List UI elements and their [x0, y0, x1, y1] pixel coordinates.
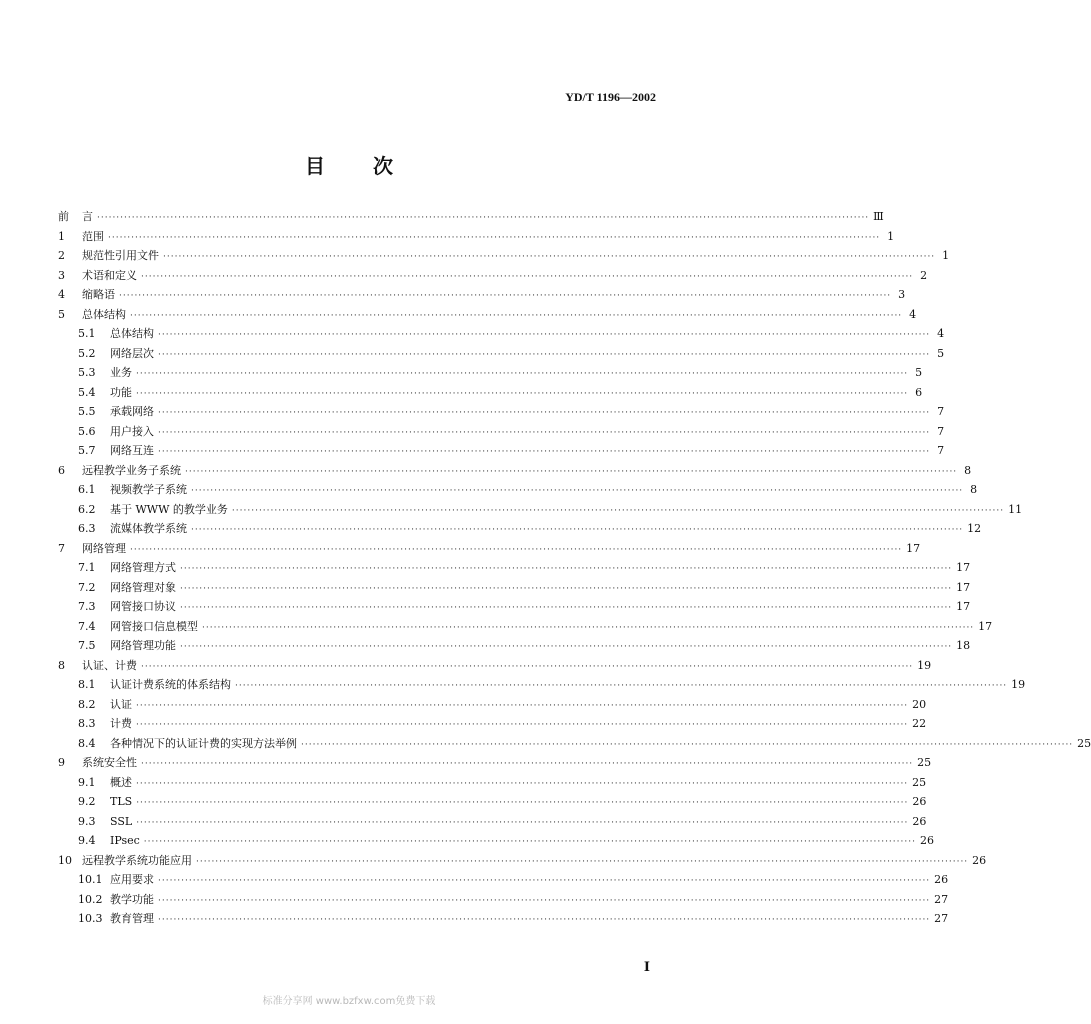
toc-entry-title: 网络管理功能: [110, 639, 176, 652]
toc-entry-title: 远程教学系统功能应用: [82, 853, 192, 867]
toc-leader-dots: ········································································································································································································: [136, 388, 909, 399]
toc-entry[interactable]: [58, 305, 917, 325]
toc-entry-number: 8.4: [78, 736, 96, 750]
toc-leader-dots: ········································································································································································································: [180, 642, 953, 652]
toc-entry[interactable]: [58, 890, 949, 910]
toc-entry[interactable]: [58, 753, 932, 773]
toc-entry-page: 18: [956, 639, 971, 652]
toc-entry[interactable]: [58, 909, 949, 929]
toc-entry-number: 5.6: [78, 424, 96, 438]
toc-entry-title: 承载网络: [110, 405, 154, 418]
toc-entry[interactable]: [58, 422, 945, 442]
toc-entry[interactable]: [58, 734, 1091, 754]
toc-entry[interactable]: [58, 344, 945, 364]
toc-entry[interactable]: [58, 617, 993, 637]
toc-leader-dots: ········································································································································································································: [235, 681, 1008, 691]
toc-entry-page: 25: [917, 756, 932, 769]
toc-entry-title: 认证、计费: [82, 658, 137, 672]
toc-entry-page: 5: [937, 346, 945, 360]
toc-entry-title: 网管接口信息模型: [110, 619, 198, 633]
toc-entry-title: 网络管理: [82, 541, 126, 555]
toc-entry-title: 流媒体教学系统: [110, 522, 187, 535]
toc-entry-number: 7.5: [78, 639, 96, 652]
toc-entry-page: 19: [917, 658, 932, 672]
toc-entry-title: 网络管理对象: [110, 580, 176, 594]
toc-entry-number: 10: [58, 853, 72, 867]
toc-entry-number: 6.1: [78, 483, 96, 496]
toc-entry-number: 7.2: [78, 580, 96, 594]
toc-leader-dots: ········································································································································································································: [141, 661, 914, 672]
toc-entry-page: 26: [972, 853, 987, 867]
toc-entry-title: 认证计费系统的体系结构: [110, 678, 231, 691]
toc-entry-number: 5.5: [78, 405, 96, 418]
toc-entry-number: 9.2: [78, 795, 96, 808]
toc-leader-dots: ········································································································································································································: [301, 739, 1074, 750]
toc-leader-dots: ········································································································································································································: [130, 544, 903, 555]
toc-entry-number: 6.2: [78, 502, 96, 516]
toc-entry-page: 3: [898, 288, 906, 301]
toc-entry-page: 4: [937, 327, 945, 340]
toc-entry[interactable]: [58, 383, 923, 403]
toc-entry[interactable]: [58, 831, 934, 851]
toc-entry-page: 25: [912, 775, 927, 789]
toc-leader-dots: ········································································································································································································: [231, 505, 1005, 516]
toc-entry[interactable]: [58, 480, 978, 500]
toc-entry-number: 1: [58, 229, 65, 243]
page-title: [0, 150, 698, 179]
toc-entry[interactable]: [58, 500, 1023, 520]
toc-entry-title: 功能: [110, 385, 132, 399]
toc-entry-number: 前: [58, 210, 69, 223]
toc-entry-page: 4: [909, 307, 917, 321]
toc-leader-dots: ········································································································································································································: [136, 720, 909, 730]
toc-leader-dots: ········································································································································································································: [158, 915, 931, 925]
toc-entry-page: 8: [970, 483, 978, 496]
toc-leader-dots: ········································································································································································································: [158, 876, 931, 886]
toc-leader-dots: ········································································································································································································: [158, 349, 931, 360]
toc-entry-title: 网络管理方式: [110, 561, 176, 574]
toc-leader-dots: ········································································································································································································: [163, 252, 936, 262]
toc-entry-title: 缩略语: [82, 288, 115, 301]
toc-entry[interactable]: [58, 870, 949, 890]
toc-entry-number: 5.2: [78, 346, 96, 360]
toc-entry[interactable]: [58, 227, 895, 247]
toc-entry-page: 26: [934, 873, 949, 886]
toc-leader-dots: ········································································································································································································: [136, 700, 909, 711]
toc-entry-number: 10.3: [78, 912, 103, 925]
toc-entry-number: 7.4: [78, 619, 96, 633]
toc-entry[interactable]: [58, 851, 987, 871]
toc-entry-number: 7.1: [78, 561, 96, 574]
page-number: I: [643, 960, 650, 975]
toc-entry-page: 26: [919, 834, 934, 847]
toc-entry-title: IPsec: [110, 834, 140, 847]
toc-leader-dots: ········································································································································································································: [158, 895, 931, 906]
toc-entry-number: 8.1: [78, 678, 96, 691]
toc-entry-page: 5: [915, 366, 923, 379]
toc-leader-dots: ········································································································································································································: [143, 837, 916, 847]
toc-entry[interactable]: [58, 656, 932, 676]
table-of-contents: [58, 207, 1091, 929]
toc-entry-page: 7: [937, 424, 945, 438]
toc-entry-number: 5: [58, 307, 65, 321]
toc-entry-number: 7.3: [78, 600, 96, 613]
toc-entry-title: 教育管理: [110, 912, 154, 925]
toc-entry[interactable]: [58, 266, 928, 286]
toc-entry-page: 6: [915, 385, 923, 399]
toc-entry-title: 规范性引用文件: [82, 249, 159, 262]
toc-entry-page: 7: [937, 444, 945, 457]
watermark: 标准分享网 www.bzfxw.com免费下载: [262, 996, 436, 1007]
toc-entry-title: 范围: [82, 229, 104, 243]
toc-leader-dots: ········································································································································································································: [202, 622, 975, 633]
toc-entry[interactable]: [58, 207, 884, 227]
toc-entry-number: 5.4: [78, 385, 96, 399]
toc-entry-page: 22: [912, 717, 927, 730]
toc-entry-number: 9.3: [78, 814, 96, 828]
toc-entry-title: 各种情况下的认证计费的实现方法举例: [110, 736, 297, 750]
toc-entry-number: 3: [58, 268, 65, 282]
toc-entry-page: 17: [956, 580, 971, 594]
toc-entry-title: 术语和定义: [82, 268, 137, 282]
toc-entry[interactable]: [58, 539, 921, 559]
toc-entry[interactable]: [58, 324, 945, 344]
toc-entry[interactable]: [58, 812, 927, 832]
toc-entry-page: 17: [978, 619, 993, 633]
toc-entry-title: 用户接入: [110, 424, 154, 438]
title-char-2: 次: [373, 154, 393, 178]
toc-entry[interactable]: [58, 519, 982, 539]
toc-entry-page: 8: [964, 463, 972, 477]
toc-entry-page: 19: [1011, 678, 1026, 691]
toc-entry-title: 计费: [110, 717, 132, 730]
toc-entry[interactable]: [58, 402, 945, 422]
toc-entry-title: 概述: [110, 775, 132, 789]
toc-leader-dots: ········································································································································································································: [191, 525, 964, 535]
toc-entry[interactable]: [58, 578, 971, 598]
toc-entry-title: 视频教学子系统: [110, 483, 187, 496]
toc-leader-dots: ········································································································································································································: [136, 369, 909, 379]
toc-entry-number: 9.4: [78, 834, 96, 847]
toc-entry-title: 系统安全性: [82, 756, 137, 769]
toc-entry[interactable]: [58, 597, 971, 617]
toc-entry-title: 网络层次: [110, 346, 154, 360]
toc-entry-title: 业务: [110, 366, 132, 379]
toc-entry-page: 17: [956, 561, 971, 574]
toc-entry-page: 11: [1008, 502, 1023, 516]
toc-entry-number: 4: [58, 288, 65, 301]
toc-leader-dots: ········································································································································································································: [108, 232, 881, 243]
toc-entry-number: 8.3: [78, 717, 96, 730]
toc-entry-page: 26: [912, 814, 927, 828]
toc-entry-title: 教学功能: [110, 892, 154, 906]
toc-leader-dots: ········································································································································································································: [158, 447, 931, 457]
toc-entry[interactable]: [58, 792, 927, 812]
toc-entry[interactable]: [58, 441, 945, 461]
toc-entry[interactable]: [58, 675, 1026, 695]
toc-entry[interactable]: [58, 695, 927, 715]
toc-entry-page: 27: [934, 892, 949, 906]
toc-entry-number: 6.3: [78, 522, 96, 535]
toc-entry-title: 总体结构: [110, 327, 154, 340]
toc-entry-number: 5.7: [78, 444, 96, 457]
toc-leader-dots: ········································································································································································································: [191, 486, 964, 496]
toc-entry-title: 认证: [110, 697, 132, 711]
toc-leader-dots: ········································································································································································································: [141, 271, 914, 282]
toc-entry-page: 17: [956, 600, 971, 613]
toc-leader-dots: ········································································································································································································: [196, 856, 969, 867]
toc-entry-page: 7: [937, 405, 945, 418]
toc-entry-title: 言: [82, 210, 93, 223]
toc-entry-page: 1: [942, 249, 950, 262]
toc-entry-title: 远程教学业务子系统: [82, 463, 181, 477]
toc-entry[interactable]: [58, 363, 923, 383]
toc-entry-title: 基于 WWW 的教学业务: [110, 502, 228, 516]
toc-leader-dots: ········································································································································································································: [130, 310, 903, 321]
toc-leader-dots: ········································································································································································································: [185, 466, 958, 477]
toc-entry-title: SSL: [110, 814, 133, 828]
toc-entry[interactable]: [58, 461, 972, 481]
toc-entry-page: 2: [920, 268, 928, 282]
toc-entry-title: TLS: [110, 795, 133, 808]
toc-leader-dots: ········································································································································································································: [180, 564, 953, 574]
toc-entry-page: 12: [967, 522, 982, 535]
toc-entry-number: 9.1: [78, 775, 96, 789]
toc-entry-number: 10.1: [78, 873, 103, 886]
toc-entry-title: 应用要求: [110, 873, 154, 886]
toc-leader-dots: ········································································································································································································: [119, 291, 892, 301]
toc-entry-page: 17: [906, 541, 921, 555]
toc-entry-number: 5.1: [78, 327, 96, 340]
toc-entry-number: 6: [58, 463, 65, 477]
toc-entry[interactable]: [58, 636, 971, 656]
toc-entry[interactable]: [58, 285, 906, 305]
toc-leader-dots: ········································································································································································································: [141, 759, 914, 769]
toc-leader-dots: ········································································································································································································: [158, 330, 931, 340]
toc-entry-page: 26: [912, 795, 927, 808]
toc-entry[interactable]: [58, 246, 950, 266]
toc-entry-number: 10.2: [78, 892, 103, 906]
toc-leader-dots: ········································································································································································································: [158, 408, 931, 418]
toc-entry-page: 1: [887, 229, 895, 243]
toc-entry-number: 2: [58, 249, 65, 262]
toc-leader-dots: ········································································································································································································: [158, 427, 931, 438]
toc-entry[interactable]: [58, 714, 927, 734]
toc-entry-number: 9: [58, 756, 65, 769]
toc-entry-page: 27: [934, 912, 949, 925]
toc-entry-number: 8: [58, 658, 65, 672]
toc-leader-dots: ········································································································································································································: [136, 817, 909, 828]
toc-entry-title: 网管接口协议: [110, 600, 176, 613]
toc-entry[interactable]: [58, 773, 927, 793]
toc-leader-dots: ········································································································································································································: [180, 603, 953, 613]
standard-code: YD/T 1196—2002: [565, 90, 656, 104]
toc-entry-page: Ⅲ: [873, 210, 884, 223]
toc-entry-title: 网络互连: [110, 444, 154, 457]
toc-entry-page: 25: [1077, 736, 1091, 750]
toc-leader-dots: ········································································································································································································: [136, 798, 909, 808]
toc-entry-number: 8.2: [78, 697, 96, 711]
toc-entry-page: 20: [912, 697, 927, 711]
toc-leader-dots: ········································································································································································································: [136, 778, 909, 789]
toc-entry-number: 7: [58, 541, 65, 555]
toc-leader-dots: ········································································································································································································: [97, 213, 870, 223]
toc-leader-dots: ········································································································································································································: [180, 583, 953, 594]
title-char-1: 目: [305, 154, 325, 178]
toc-entry-title: 总体结构: [82, 307, 126, 321]
toc-entry[interactable]: [58, 558, 971, 578]
toc-entry-number: 5.3: [78, 366, 96, 379]
